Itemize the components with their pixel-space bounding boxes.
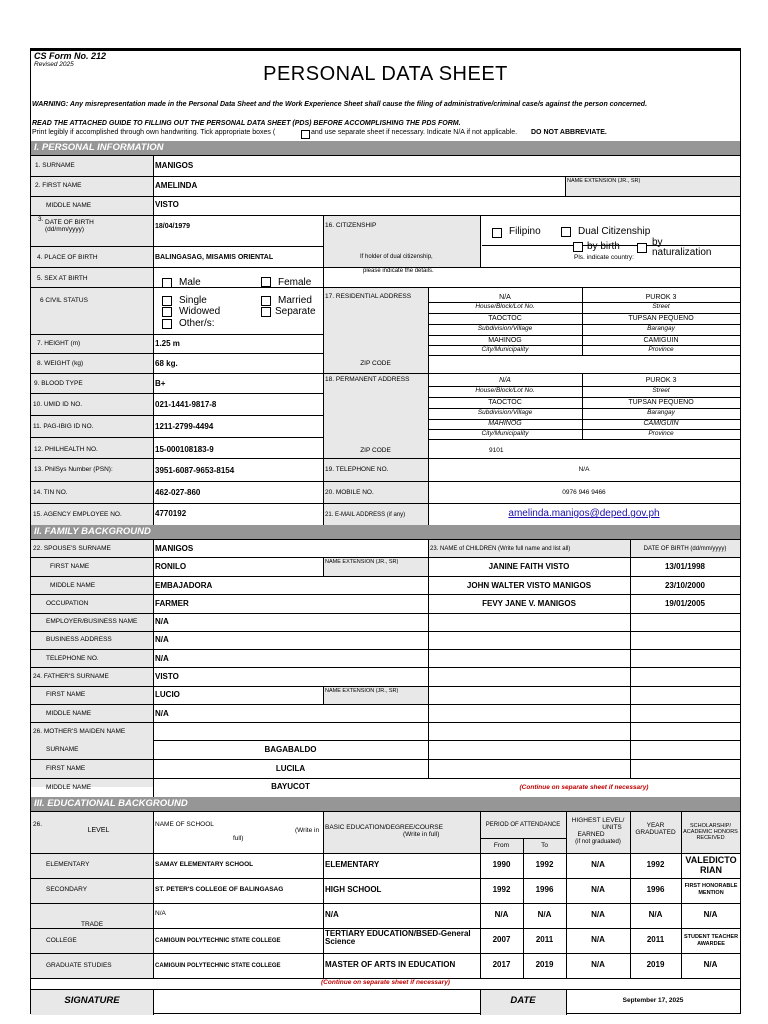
employer-label: EMPLOYER/BUSINESS NAME	[46, 618, 138, 625]
educ-level-trade: TRADE	[81, 921, 104, 928]
educ-level-secondary: SECONDARY	[46, 886, 88, 893]
weight-value: 68 kg.	[155, 359, 178, 368]
middle-name-value: VISTO	[155, 200, 179, 209]
employer-value: N/A	[155, 617, 169, 626]
telephone-label: 19. TELEPHONE NO.	[325, 466, 389, 473]
tick-sample-checkbox	[301, 130, 310, 139]
family-continue-note: (Continue on separate sheet if necessary)	[519, 784, 649, 791]
educ-honors-college: STUDENT TEACHER AWARDEE	[683, 934, 739, 947]
barangay-sublabel: Barangay	[647, 325, 675, 332]
res-house-value: N/A	[499, 294, 511, 301]
spouse-first-value: RONILO	[155, 562, 187, 571]
female-label: Female	[278, 277, 312, 288]
educ-highest-graduate: N/A	[591, 960, 605, 969]
perm-street-sublabel: Street	[652, 387, 670, 394]
surname-label: 1. SURNAME	[35, 162, 75, 169]
children-dob-label: DATE OF BIRTH (dd/mm/yyyy)	[643, 546, 727, 552]
male-label: Male	[179, 277, 201, 288]
educ-course-elementary: ELEMENTARY	[325, 860, 380, 869]
civil-status-options	[155, 288, 323, 334]
educ-from-secondary: 1992	[492, 885, 511, 894]
res-barangay-value: TUPSAN PEQUENO	[628, 315, 694, 322]
philhealth-value: 15-000108183-9	[155, 445, 214, 454]
educ-level-elementary: ELEMENTARY	[46, 861, 90, 868]
no-abbreviate-text: DO NOT ABBREVIATE.	[531, 129, 607, 136]
married-label: Married	[278, 295, 312, 306]
educ-school-elementary: SAMAY ELEMENTARY SCHOOL	[155, 861, 254, 868]
spouse-middle-value: EMBAJADORA	[155, 581, 213, 590]
date-label: DATE	[510, 995, 536, 1006]
highest-header-4: (if not graduated)	[575, 839, 621, 845]
agency-no-label: 15. AGENCY EMPLOYEE NO.	[33, 511, 122, 518]
spouse-surname-value: MANIGOS	[155, 544, 194, 553]
business-address-label: BUSINESS ADDRESS	[46, 636, 112, 643]
philsys-label: 13. PhilSys Number (PSN):	[34, 466, 113, 473]
female-checkbox[interactable]	[261, 277, 271, 287]
occupation-label: OCCUPATION	[46, 600, 89, 607]
single-checkbox[interactable]	[162, 296, 172, 306]
sex-label: 5. SEX AT BIRTH	[37, 275, 88, 282]
pagibig-value: 1211-2799-4494	[155, 422, 214, 431]
dob-label: DATE OF BIRTH	[45, 219, 94, 226]
by-label: by	[652, 237, 663, 248]
educ-school-graduate: CAMIGUIN POLYTECHNIC STATE COLLEGE	[155, 963, 281, 969]
pob-label: 4. PLACE OF BIRTH	[37, 254, 98, 261]
page-title: PERSONAL DATA SHEET	[263, 63, 508, 85]
section-family-background: II. FAMILY BACKGROUND	[31, 525, 740, 539]
tin-value: 462-027-860	[155, 488, 201, 497]
educ-full: full)	[233, 835, 244, 842]
street-sublabel: Street	[652, 303, 670, 310]
dual-citizenship-checkbox[interactable]	[561, 227, 571, 237]
blood-type-value: B+	[155, 379, 166, 388]
father-first-label: FIRST NAME	[46, 691, 86, 698]
perm-province-sublabel: Province	[648, 430, 674, 437]
highest-header-3: EARNED	[577, 831, 605, 838]
blood-type-label: 9. BLOOD TYPE	[34, 380, 83, 387]
dob-value: 18/04/1979	[155, 223, 191, 230]
educ-school-trade: N/A	[155, 910, 166, 917]
educ-course-header: BASIC EDUCATION/DEGREE/COURSE	[325, 824, 443, 831]
dual-citizenship-label: Dual Citizenship	[578, 226, 651, 237]
educ-from-elementary: 1990	[492, 860, 511, 869]
child-3-name: FEVY JANE V. MANIGOS	[482, 599, 576, 608]
naturalization-label: naturalization	[652, 247, 712, 258]
mother-middle-label: MIDDLE NAME	[46, 784, 92, 791]
child-1-name: JANINE FAITH VISTO	[488, 562, 570, 571]
father-surname-label: 24. FATHER'S SURNAME	[33, 673, 109, 680]
date-value: September 17, 2025	[622, 997, 684, 1004]
citizenship-note-2: please indicate the details.	[363, 268, 434, 274]
year-grad-header-2: GRADUATED	[635, 829, 676, 836]
single-label: Single	[179, 295, 207, 306]
educ-highest-secondary: N/A	[591, 885, 605, 894]
spouse-telephone-label: TELEPHONE NO.	[46, 655, 99, 662]
mother-middle-value: BAYUCOT	[271, 782, 310, 791]
married-checkbox[interactable]	[261, 296, 271, 306]
educ-continue-note: (Continue on separate sheet if necessary)	[321, 979, 450, 986]
educ-year-secondary: 1996	[646, 885, 665, 894]
spouse-first-label: FIRST NAME	[50, 563, 90, 570]
separated-label: Separate	[275, 306, 316, 317]
perm-province-value: CAMIGUIN	[643, 420, 679, 427]
email-value[interactable]: amelinda.manigos@deped.gov.ph	[508, 508, 660, 519]
year-grad-header-1: YEAR	[646, 822, 665, 829]
educ-year-college: 2011	[646, 935, 665, 944]
citizenship-label: 16. CITIZENSHIP	[325, 222, 377, 229]
form-number: CS Form No. 212	[34, 51, 107, 61]
res-subdivision-value: TAOCTOC	[488, 315, 522, 322]
civil-status-label: 6 CIVIL STATUS	[40, 297, 88, 304]
educ-from-trade: N/A	[494, 910, 509, 919]
indicate-country-label: Pls. indicate country:	[574, 254, 634, 261]
father-first-value: LUCIO	[155, 690, 180, 699]
email-label: 21. E-MAIL ADDRESS (if any)	[325, 512, 406, 518]
educ-level-header: LEVEL	[87, 827, 110, 834]
spouse-surname-label: 22. SPOUSE'S SURNAME	[33, 545, 111, 552]
pds-form	[30, 48, 741, 1014]
educ-to-college: 2011	[535, 935, 554, 944]
by-naturalization-checkbox[interactable]	[637, 243, 647, 253]
educ-write-in: (Write in	[295, 827, 320, 834]
other-status-label: Other/s:	[179, 318, 215, 329]
mobile-value: 0976 946 9466	[562, 489, 606, 496]
educ-course-graduate: MASTER OF ARTS IN EDUCATION	[325, 960, 456, 969]
by-birth-label: by birth	[587, 241, 620, 252]
res-street-value: PUROK 3	[645, 294, 677, 301]
separated-checkbox[interactable]	[261, 307, 271, 317]
highest-header-2: UNITS	[602, 824, 622, 831]
child-2-name: JOHN WALTER VISTO MANIGOS	[466, 581, 592, 590]
permanent-address-label: 18. PERMANENT ADDRESS	[325, 376, 410, 383]
philhealth-label: 12. PHILHEALTH NO.	[34, 446, 98, 453]
period-header: PERIOD OF ATTENDANCE	[485, 822, 561, 828]
perm-subdivision-value: TAOCTOC	[488, 399, 522, 406]
educ-to-graduate: 2019	[535, 960, 554, 969]
perm-zip-value: 9101	[489, 447, 504, 454]
spouse-telephone-value: N/A	[155, 654, 169, 663]
mother-first-value: LUCILA	[275, 764, 306, 773]
educ-highest-trade: N/A	[591, 910, 605, 919]
honors-header-1: SCHOLARSHIP/	[690, 823, 731, 829]
res-city-value: MAHINOG	[488, 337, 522, 344]
pagibig-label: 11. PAG-IBIG ID NO.	[33, 423, 94, 430]
mobile-label: 20. MOBILE NO.	[325, 489, 374, 496]
surname-value: MANIGOS	[155, 161, 194, 170]
perm-street-value: PUROK 3	[645, 377, 677, 384]
mother-maiden-label: 26. MOTHER'S MAIDEN NAME	[33, 728, 126, 735]
honors-header-3: RECEIVED	[696, 835, 725, 841]
educ-course-college: TERTIARY EDUCATION/BSED-General Science	[325, 929, 471, 946]
name-extension-label: NAME EXTENSION (JR., SR)	[567, 178, 641, 184]
educ-highest-college: N/A	[591, 935, 605, 944]
other-status-checkbox[interactable]	[162, 319, 172, 329]
perm-barangay-value: TUPSAN PEQUENO	[628, 399, 694, 406]
subdivision-sublabel: Subdivision/Village	[477, 325, 533, 332]
weight-label: 8. WEIGHT (kg)	[37, 360, 84, 367]
height-label: 7. HEIGHT (m)	[37, 340, 81, 347]
educ-course-write: (Write in full)	[403, 831, 440, 838]
house-sublabel: House/Block/Lot No.	[475, 303, 535, 310]
educ-honors-trade: N/A	[703, 910, 718, 919]
pob-value: BALINGASAG, MISAMIS ORIENTAL	[155, 254, 274, 261]
educ-from-graduate: 2017	[492, 960, 511, 969]
father-surname-value: VISTO	[155, 672, 179, 681]
signature-label: SIGNATURE	[64, 995, 120, 1006]
educ-to-elementary: 1992	[535, 860, 554, 869]
telephone-value: N/A	[578, 466, 590, 473]
educ-school-college: CAMIGUIN POLYTECHNIC STATE COLLEGE	[155, 938, 281, 944]
perm-barangay-sublabel: Barangay	[647, 409, 675, 416]
male-checkbox[interactable]	[162, 278, 172, 288]
educ-to-trade: N/A	[537, 910, 552, 919]
educ-year-trade: N/A	[648, 910, 663, 919]
educ-honors-elementary: VALEDICTO RIAN	[685, 855, 737, 875]
middle-name-label: MIDDLE NAME	[46, 202, 92, 209]
filipino-checkbox[interactable]	[492, 228, 502, 238]
signature-field[interactable]	[154, 990, 480, 1015]
section-personal-info: I. PERSONAL INFORMATION	[31, 141, 740, 155]
residential-address-label: 17. RESIDENTIAL ADDRESS	[325, 293, 412, 300]
occupation-value: FARMER	[155, 599, 189, 608]
father-name-ext-label: NAME EXTENSION (JR., SR)	[325, 688, 399, 694]
educ-level-college: COLLEGE	[46, 937, 77, 944]
father-middle-label: MIDDLE NAME	[46, 710, 92, 717]
mother-surname-label: SURNAME	[46, 746, 79, 753]
educ-num: 26.	[33, 821, 43, 828]
agency-no-value: 4770192	[155, 509, 187, 518]
mother-surname-value: BAGABALDO	[264, 745, 317, 754]
educ-school-header: NAME OF SCHOOL	[155, 821, 214, 828]
period-to-header: To	[541, 842, 548, 849]
res-zip-label: ZIP CODE	[360, 360, 391, 367]
height-value: 1.25 m	[155, 339, 180, 348]
educ-highest-elementary: N/A	[591, 860, 605, 869]
perm-zip-label: ZIP CODE	[360, 447, 391, 454]
filipino-label: Filipino	[509, 226, 541, 237]
educ-level-graduate: GRADUATE STUDIES	[46, 962, 112, 969]
print-note-a: Print legibly if accomplished through own handwriting. Tick appropriate boxes (	[32, 129, 276, 136]
honors-header-2: ACADEMIC HONORS	[683, 829, 738, 835]
educ-from-college: 2007	[492, 935, 511, 944]
province-sublabel: Province	[648, 346, 674, 353]
citizenship-note-1: If holder of dual citizenship,	[360, 254, 433, 260]
child-2-dob: 23/10/2000	[664, 581, 706, 590]
business-address-value: N/A	[155, 635, 169, 644]
dob-format-label: (dd/mm/yyyy)	[45, 226, 84, 233]
perm-subdivision-sublabel: Subdivision/Village	[477, 409, 533, 416]
warning-text: WARNING: Any misrepresentation made in the Personal Data Sheet and the Work Experience Sheet shall cause the filing of administrative/criminal case/s against the person concerned.	[32, 101, 648, 108]
educ-course-trade: N/A	[325, 910, 339, 919]
highest-header-1: HIGHEST LEVEL/	[571, 817, 625, 824]
print-note-b: and use separate sheet if necessary. Indicate N/A if not applicable.	[311, 129, 518, 136]
section-educational-background: III. EDUCATIONAL BACKGROUND	[31, 797, 740, 811]
spouse-middle-label: MIDDLE NAME	[50, 582, 96, 589]
educ-to-secondary: 1996	[535, 885, 554, 894]
dob-num: 3.	[38, 216, 44, 223]
widowed-checkbox[interactable]	[162, 307, 172, 317]
city-sublabel: City/Municipality	[481, 346, 529, 353]
first-name-label: 2. FIRST NAME	[35, 182, 82, 189]
first-name-value: AMELINDA	[155, 181, 198, 190]
child-1-dob: 13/01/1998	[664, 562, 706, 571]
widowed-label: Widowed	[179, 306, 221, 317]
perm-city-value: MAHINOG	[488, 420, 522, 427]
perm-house-value: N/A	[499, 377, 511, 384]
perm-house-sublabel: House/Block/Lot No.	[475, 387, 535, 394]
tin-label: 14. TIN NO.	[33, 489, 68, 496]
children-label: 23. NAME of CHILDREN (Write full name and list all)	[430, 546, 571, 552]
mother-first-label: FIRST NAME	[46, 765, 86, 772]
by-birth-checkbox[interactable]	[573, 242, 583, 252]
child-3-dob: 19/01/2005	[664, 599, 706, 608]
period-from-header: From	[493, 842, 510, 849]
res-province-value: CAMIGUIN	[643, 337, 679, 344]
perm-city-sublabel: City/Municipality	[481, 430, 529, 437]
read-guide-text: READ THE ATTACHED GUIDE TO FILLING OUT THE PERSONAL DATA SHEET (PDS) BEFORE ACCOMPLISHING THE PDS FORM.	[32, 120, 461, 127]
educ-year-elementary: 1992	[646, 860, 665, 869]
father-middle-value: N/A	[155, 709, 169, 718]
umid-value: 021-1441-9817-8	[155, 400, 217, 409]
educ-school-secondary: ST. PETER'S COLLEGE OF BALINGASAG	[155, 886, 284, 893]
educ-honors-graduate: N/A	[703, 960, 718, 969]
educ-course-secondary: HIGH SCHOOL	[325, 885, 382, 894]
philsys-value: 3951-6087-9653-8154	[155, 466, 235, 475]
form-revised: Revised 2025	[34, 61, 74, 68]
umid-label: 10. UMID ID NO.	[33, 401, 83, 408]
educ-honors-secondary: FIRST HONORABLE MENTION	[684, 883, 738, 896]
educ-year-graduate: 2019	[646, 960, 665, 969]
spouse-name-ext-label: NAME EXTENSION (JR., SR)	[325, 559, 399, 565]
